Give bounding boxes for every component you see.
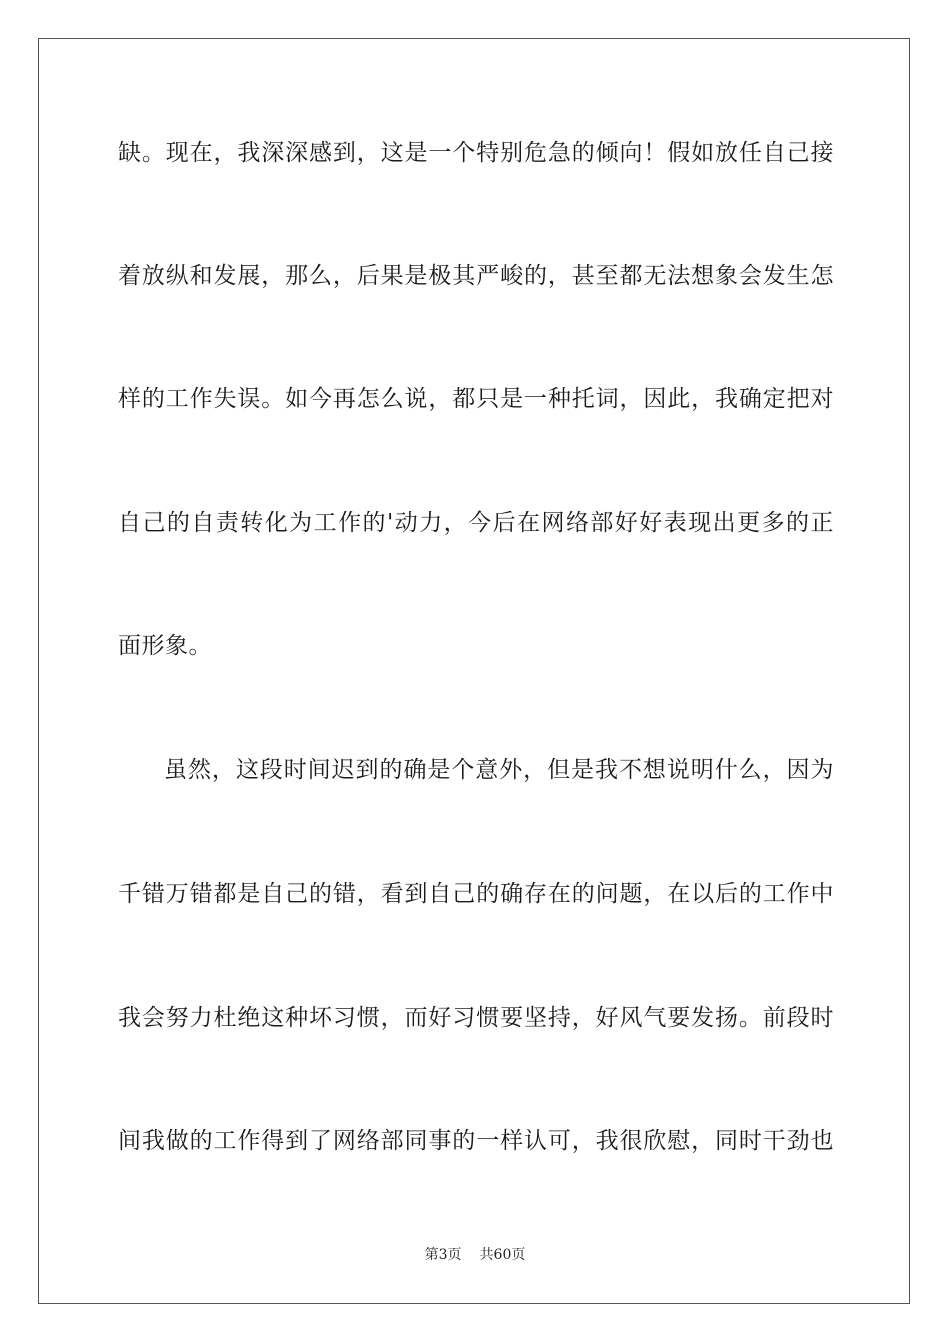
body-text-line-3: 样的工作失误。如今再怎么说，都只是一种托词，因此，我确定把对: [118, 386, 834, 412]
body-text-line-7: 千错万错都是自己的错，看到自己的确存在的问题，在以后的工作中: [118, 881, 834, 907]
body-text-line-6: 虽然，这段时间迟到的确是个意外，但是我不想说明什么，因为: [164, 757, 834, 783]
page-footer: [0, 1246, 950, 1264]
body-text-line-5: 面形象。: [118, 633, 212, 659]
body-text-line-2: 着放纵和发展，那么，后果是极其严峻的，甚至都无法想象会发生怎: [118, 263, 834, 289]
page-number: 第3页: [424, 1247, 462, 1263]
body-text-line-8: 我会努力杜绝这种坏习惯，而好习惯要坚持，好风气要发扬。前段时: [118, 1005, 834, 1031]
page-border: [38, 38, 910, 1304]
body-text-line-4: 自己的自责转化为工作的'动力，今后在网络部好好表现出更多的正: [118, 510, 834, 536]
body-text-line-1: 缺。现在，我深深感到，这是一个特别危急的倾向！假如放任自己接: [118, 140, 834, 166]
total-pages: 共60页: [479, 1247, 526, 1263]
body-text-line-9: 间我做的工作得到了网络部同事的一样认可，我很欣慰，同时干劲也: [118, 1128, 834, 1154]
